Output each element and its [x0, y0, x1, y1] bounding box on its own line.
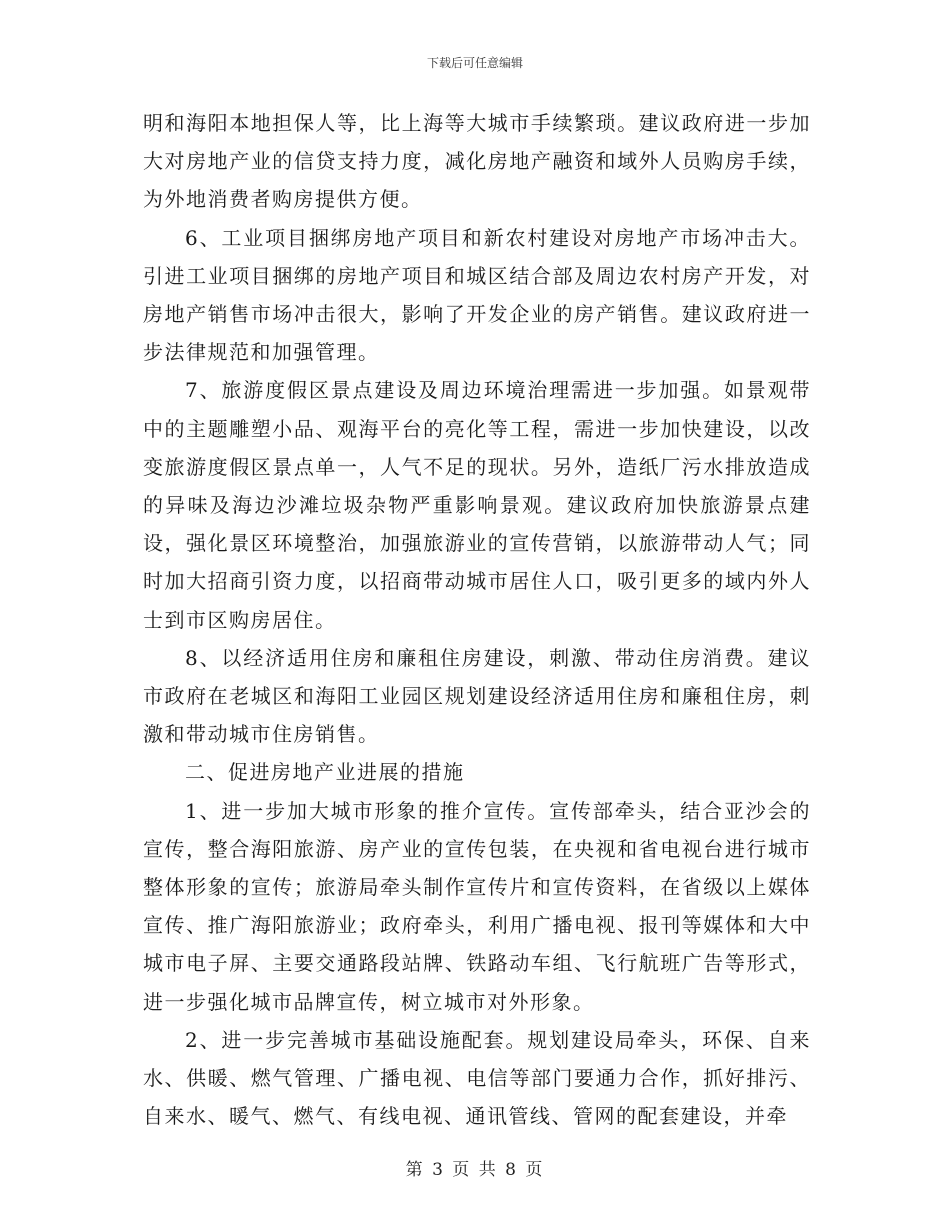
page-number-footer: 第 3 页 共 8 页: [405, 1160, 545, 1180]
paragraph-measure-2: 2、进一步完善城市基础设施配套。规划建设局牵头，环保、自来水、供暖、燃气管理、广播电视、电信等部门要通力合作，抓好排污、自来水、暖气、燃气、有线电视、通讯管线、管网的配套建设，并牵: [143, 1027, 811, 1129]
paragraph-continuation: 明和海阳本地担保人等，比上海等大城市手续繁琐。建议政府进一步加大对房地产业的信贷支持力度，减化房地产融资和域外人员购房手续，为外地消费者购房提供方便。: [143, 111, 811, 212]
paragraph-item-6: 6、工业项目捆绑房地产项目和新农村建设对房地产市场冲击大。引进工业项目捆绑的房地产项目和城区结合部及周边农村房产开发，对房地产销售市场冲击很大，影响了开发企业的房产销售。建议政府进一步法律规范和加强管理。: [143, 225, 811, 365]
document-body: [143, 104, 811, 1135]
paragraph-item-8: 8、以经济适用住房和廉租住房建设，刺激、带动住房消费。建议市政府在老城区和海阳工业园区规划建设经济适用住房和廉租住房，刺激和带动城市住房销售。: [143, 645, 811, 747]
paragraph-measure-1: 1、进一步加大城市形象的推介宣传。宣传部牵头，结合亚沙会的宣传，整合海阳旅游、房产业的宣传包装，在央视和省电视台进行城市整体形象的宣传；旅游局牵头制作宣传片和宣传资料，在省级以上媒体宣传、推广海阳旅游业；政府牵头，利用广播电视、报刊等媒体和大中城市电子屏、主要交通路段站牌、铁路动车组、飞行航班广告等形式，进一步强化城市品牌宣传，树立城市对外形象。: [143, 798, 811, 1014]
section-heading: 二、促进房地产业进展的措施: [185, 760, 465, 785]
page-header-note: 下载后可任意编辑: [426, 56, 523, 70]
paragraph-item-7: 7、旅游度假区景点建设及周边环境治理需进一步加强。如景观带中的主题雕塑小品、观海平台的亮化等工程，需进一步加快建设，以改变旅游度假区景点单一，人气不足的现状。另外，造纸厂污水排放造成的异味及海边沙滩垃圾杂物严重影响景观。建议政府加快旅游景点建设，强化景区环境整治，加强旅游业的宣传营销，以旅游带动人气；同时加大招商引资力度，以招商带动城市居住人口，吸引更多的域内外人士到市区购房居住。: [143, 378, 811, 632]
